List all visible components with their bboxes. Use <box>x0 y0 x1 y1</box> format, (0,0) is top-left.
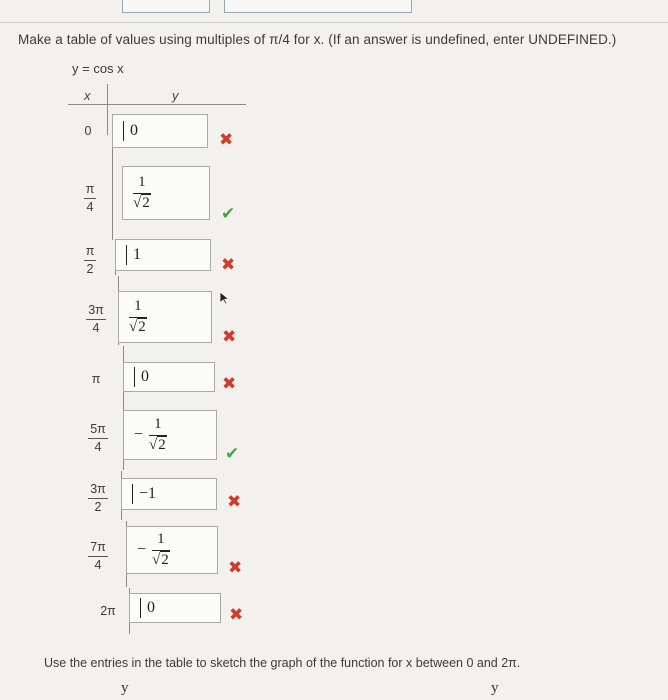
y-answer-input[interactable] <box>112 114 208 148</box>
fraction-bar <box>88 498 108 499</box>
fraction-bar <box>84 260 97 261</box>
x-value-denominator: 4 <box>94 558 102 573</box>
answer-denominator <box>152 553 170 569</box>
x-value-denominator: 2 <box>86 262 94 277</box>
x-value-numerator: 3π <box>90 482 106 496</box>
x-value-numerator: 5π <box>90 422 106 436</box>
answer-numerator: 1 <box>134 297 142 314</box>
cross-icon: ✖ <box>227 492 242 512</box>
mouse-cursor-icon <box>219 291 233 305</box>
graph-y-axis-label-left: y <box>121 680 129 696</box>
answer-denominator <box>149 438 167 454</box>
answer-sign: − <box>134 426 144 443</box>
function-label: y = cos x <box>72 61 124 76</box>
cross-icon: ✖ <box>222 327 237 347</box>
answer-denominator <box>133 196 151 212</box>
x-value-denominator: 4 <box>94 440 102 455</box>
x-value-fraction <box>88 483 108 514</box>
x-value-fraction <box>86 304 106 335</box>
x-value-cell <box>68 124 108 138</box>
input-caret <box>123 121 124 141</box>
graph-instruction: Use the entries in the table to sketch the graph of the function for x between 0 and 2π. <box>44 656 521 670</box>
x-value-numerator: 3π <box>88 303 104 317</box>
fraction-bar <box>86 319 106 320</box>
answer-denominator <box>129 320 147 336</box>
x-value-cell <box>70 244 110 276</box>
answer-value: −1 <box>139 485 157 502</box>
input-caret <box>134 367 135 387</box>
sqrt-symbol: √ <box>149 436 158 453</box>
y-answer-input[interactable] <box>126 526 218 574</box>
answer-numerator: 1 <box>138 173 146 190</box>
previous-answer-box-wide <box>224 0 412 13</box>
sqrt-radicand: 2 <box>142 194 150 211</box>
sqrt-radicand: 2 <box>138 318 146 335</box>
x-value-cell <box>76 303 116 335</box>
x-value-denominator: 2 <box>94 500 102 515</box>
graph-y-axis-label-right: y <box>491 680 499 696</box>
x-value-denominator: 4 <box>92 321 100 336</box>
answer-value: 0 <box>130 122 138 139</box>
answer-fraction <box>129 299 147 336</box>
table-header-line <box>68 104 246 105</box>
x-value-cell <box>78 540 118 572</box>
x-value-numerator: π <box>85 244 95 258</box>
input-caret <box>140 598 141 618</box>
sqrt-radicand: 2 <box>161 551 169 568</box>
y-answer-input[interactable] <box>115 239 211 271</box>
x-value-cell <box>88 604 128 618</box>
y-answer-input[interactable] <box>129 593 221 623</box>
x-value-text: 0 <box>84 124 92 138</box>
x-value-text: π <box>91 372 101 386</box>
x-value-cell <box>70 182 110 214</box>
x-value-numerator: π <box>85 182 95 196</box>
section-divider <box>0 22 668 23</box>
y-answer-input[interactable] <box>123 362 215 392</box>
y-answer-input[interactable] <box>118 291 212 343</box>
cross-icon: ✖ <box>228 558 243 578</box>
fraction-bar <box>84 198 97 199</box>
cross-icon: ✖ <box>219 130 234 150</box>
y-answer-input[interactable] <box>121 478 217 510</box>
check-icon: ✔ <box>221 204 236 224</box>
input-caret <box>126 245 127 265</box>
table-column-divider <box>112 136 113 240</box>
cross-icon: ✖ <box>229 605 244 625</box>
x-value-cell <box>78 482 118 514</box>
answer-value: 0 <box>147 599 155 616</box>
answer-sign: − <box>137 541 147 558</box>
x-value-text: 2π <box>100 604 116 618</box>
check-icon: ✔ <box>225 444 240 464</box>
cross-icon: ✖ <box>221 255 236 275</box>
fraction-bar <box>88 556 108 557</box>
answer-value: 0 <box>141 368 149 385</box>
x-value-fraction <box>88 541 108 572</box>
answer-fraction <box>133 175 151 212</box>
input-caret <box>132 484 133 504</box>
y-column-header: y <box>172 88 179 103</box>
y-answer-input[interactable] <box>122 166 210 220</box>
cross-icon: ✖ <box>222 374 237 394</box>
sqrt-symbol: √ <box>133 194 142 211</box>
answer-fraction <box>152 532 170 569</box>
sqrt-symbol: √ <box>129 318 138 335</box>
x-value-numerator: 7π <box>90 540 106 554</box>
fraction-bar <box>88 438 108 439</box>
x-value-cell <box>78 422 118 454</box>
sqrt-symbol: √ <box>152 551 161 568</box>
x-value-fraction <box>84 245 97 276</box>
answer-fraction <box>149 417 167 454</box>
answer-numerator: 1 <box>157 530 165 547</box>
x-column-header: x <box>84 88 91 103</box>
sqrt-radicand: 2 <box>158 436 166 453</box>
y-answer-input[interactable] <box>123 410 217 460</box>
x-value-cell <box>76 372 116 386</box>
answer-value: 1 <box>133 246 141 263</box>
answer-numerator: 1 <box>154 415 162 432</box>
previous-answer-box <box>122 0 210 13</box>
x-value-fraction <box>88 423 108 454</box>
question-prompt: Make a table of values using multiples of π/4 for x. (If an answer is undefined, enter UNDEFINED.) <box>18 32 617 47</box>
x-value-fraction <box>84 183 97 214</box>
x-value-denominator: 4 <box>86 200 94 215</box>
